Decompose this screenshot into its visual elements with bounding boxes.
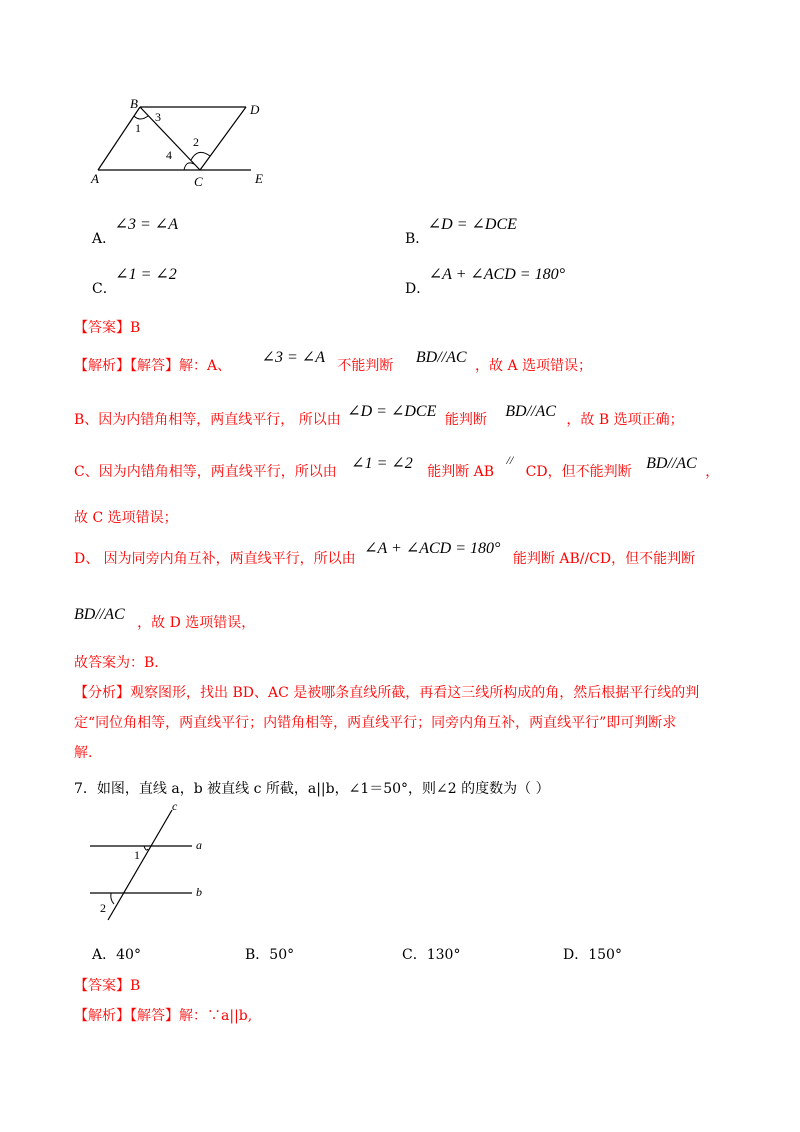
q7-option-a-value: 40° [116,947,141,963]
analysis-c-post: ， [705,464,720,480]
analysis-d2-post: ，故 D 选项错误， [137,615,256,631]
analysis-line-b [74,403,684,429]
analysis-a-expr2: BD//AC [415,349,467,366]
analysis-line-d [74,540,696,568]
analysis-b-post: ，故 B 选项正确； [566,412,684,428]
q6-conclusion: 故答案为：B. [74,655,159,671]
q7-option-d-letter: D． [563,947,589,963]
q7-answer: 【答案】B [74,978,141,994]
label-angle-1: 1 [134,848,140,862]
analysis-line-c2: 故 C 选项错误； [74,510,178,526]
label-angle-3: 3 [155,110,161,124]
analysis-a-mid: 不能判断 [337,358,394,374]
analysis-a-expr: ∠3 = ∠A [261,349,325,366]
option-a-expr: ∠3 = ∠A [114,216,178,233]
analysis-b-expr: ∠D = ∠DCE [347,403,437,420]
label-c: C [194,174,203,189]
analysis-a-post: ，故 A 选项错误； [475,358,593,374]
option-b [405,216,517,247]
analysis-a-pre: 【解析】【解答】解：A、 [74,358,232,374]
line-ab [98,107,140,170]
angle-arc-2 [191,152,210,160]
q7-question: 7．如图，直线 a，b 被直线 c 所截，a||b，∠1＝50°，则∠2 的度数为（ ） [74,781,550,797]
option-b-letter: B． [405,231,430,247]
q7-option-d [563,944,622,964]
q7-option-b-letter: B． [245,947,270,963]
q7-option-c [402,944,460,964]
option-c [92,266,177,297]
q6-fenxi-3: 解. [74,745,93,761]
angle-arc-2 [111,893,114,904]
line-cd [200,107,246,170]
q6-fenxi-1: 【分析】观察图形，找出 BD、AC 是被哪条直线所截，再看这三线所构成的角，然后根据平行线的判 [74,685,700,701]
parallelogram-figure [88,92,278,192]
q7-option-d-value: 150° [588,947,622,963]
option-d [405,266,565,297]
label-b: B [130,96,138,111]
analysis-line-a [74,349,593,375]
angle-arc-1 [134,116,148,119]
option-c-expr: ∠1 = ∠2 [115,266,177,283]
label-b-line: b [196,885,202,899]
analysis-c-pre: C、因为内错角相等，两直线平行，所以由 [74,464,337,480]
analysis-b-expr2: BD//AC [505,403,556,420]
q7-option-b [245,944,294,964]
analysis-d-post: 能判断 AB//CD，但不能判断 [512,551,696,567]
analysis-c-expr2: BD//AC [646,455,697,472]
q7-option-a-letter: A． [92,947,117,963]
label-e: E [255,171,263,186]
label-angle-1: 1 [135,121,141,135]
label-angle-2: 2 [193,135,199,149]
analysis-c-mid: 能判断 AB [427,464,495,480]
analysis-line-c [74,453,720,481]
q6-fenxi-2: 定“同位角相等，两直线平行；内错角相等，两直线平行；同旁内角互补，两直线平行”即可判断求 [74,715,677,731]
line-c [108,810,172,920]
analysis-b-mid: 能判断 [444,412,487,428]
label-angle-2: 2 [100,901,106,915]
option-d-expr: ∠A + ∠ACD = 180° [428,266,565,283]
analysis-line-d2 [74,606,256,632]
analysis-d-pre: D、 因为同旁内角互补，两直线平行，所以由 [74,551,356,567]
option-c-letter: C． [92,281,117,297]
analysis-b-pre: B、因为内错角相等，两直线平行， 所以由 [74,412,341,428]
analysis-d-expr: ∠A + ∠ACD = 180° [364,540,501,557]
label-c-line: c [172,799,178,813]
q7-option-a [92,944,141,964]
label-angle-4: 4 [166,148,172,162]
option-d-letter: D． [405,281,431,297]
option-a [92,216,178,247]
angle-arc-4 [184,163,194,170]
analysis-c-expr: ∠1 = ∠2 [351,455,413,472]
q7-analysis: 【解析】【解答】解：∵a||b, [74,1008,253,1024]
q6-answer: 【答案】B [74,320,141,336]
option-b-expr: ∠D = ∠DCE [427,216,517,233]
analysis-c-mid2: CD，但不能判断 [525,464,632,480]
analysis-c-parallel: // [506,453,514,467]
q7-option-c-letter: C． [402,947,427,963]
q7-option-b-value: 50° [269,947,295,963]
label-d: D [250,102,260,117]
option-a-letter: A． [92,231,117,247]
label-a: A [91,171,99,186]
analysis-d2-expr: BD//AC [74,606,125,623]
q7-option-c-value: 130° [426,947,461,963]
transversal-figure [88,798,218,922]
label-a-line: a [196,838,202,852]
